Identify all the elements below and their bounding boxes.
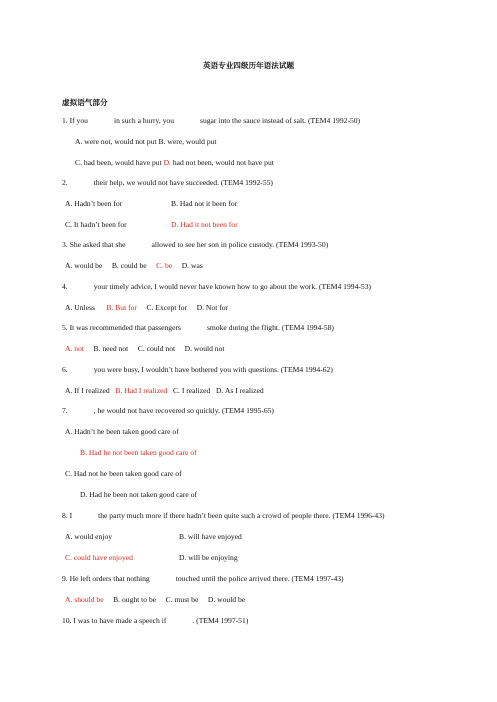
section-heading: 虚拟语气部分 <box>62 98 108 107</box>
option-c: C. I realized <box>172 386 211 395</box>
question-5 <box>62 323 334 333</box>
option-b: B. ought to be <box>113 595 157 604</box>
option-c: C. could not <box>137 344 176 353</box>
question-10-stem: 10. I was to have made a speech if <box>62 616 167 625</box>
question-2-option-d-correct: D. Had it not been for <box>171 220 238 229</box>
question-6-options <box>65 386 264 396</box>
option-d: D. As I realized <box>216 386 264 395</box>
question-7-option-a: A. Hadn’t he been taken good care of <box>65 427 179 436</box>
question-10 <box>62 616 248 626</box>
question-10-stem-end: . (TEM4 1997-51) <box>192 616 249 625</box>
question-5-options <box>65 344 225 354</box>
question-8-option-b: B. will have enjoyed <box>179 532 242 541</box>
question-2-option-b: B. Had not it been for <box>171 199 238 208</box>
question-2-option-c: C. It hadn’t been for <box>65 220 127 229</box>
question-1-stem-end: sugar into the sauce instead of salt. (TEM4 1992-50) <box>200 116 361 125</box>
question-3 <box>62 240 328 250</box>
option-c: C. must be <box>165 595 199 604</box>
question-6 <box>62 365 333 375</box>
option-a: A. would be <box>65 261 103 270</box>
question-7-option-d: D. Had he been not taken good care of <box>80 490 198 499</box>
question-7-option-b-correct: B. Had he not been taken good care of <box>80 448 197 457</box>
question-2-stem: their help, we would not have succeeded. (TEM4 1992-55) <box>93 178 273 187</box>
question-1-options-ab: A. were not, would not put B. were, would put <box>75 137 217 146</box>
question-5-stem: 5. It was recommended that passengers <box>62 323 181 332</box>
question-4-options <box>65 303 228 313</box>
option-d: D. would be <box>207 595 246 604</box>
option-b-correct: B. But for <box>106 303 137 312</box>
question-8-option-a: A. would enjoy <box>65 532 113 541</box>
question-9 <box>62 574 344 584</box>
question-3-stem: 3. She asked that she <box>62 240 126 249</box>
question-8-stem-end: the party much more if there hadn’t been quite such a crowd of people there. (TEM4 1996-43) <box>98 511 385 520</box>
option-c: C. had been, would have put <box>75 158 164 167</box>
question-3-options <box>65 261 203 271</box>
question-9-stem-end: touched until the police arrived there. (TEM4 1997-43) <box>175 574 344 583</box>
question-9-stem: 9. He left orders that nothing <box>62 574 150 583</box>
question-3-stem-end: allowed to see her son in police custody. (TEM4 1993-50) <box>151 240 329 249</box>
question-6-stem: you were busy, I wouldn’t have bothered you with questions. (TEM4 1994-62) <box>93 365 333 374</box>
option-b-correct: B. Had I realized <box>115 386 168 395</box>
question-4-number: 4. <box>62 282 68 291</box>
question-5-stem-end: smoke during the flight. (TEM4 1994-58) <box>206 323 334 332</box>
option-c-correct: C. be <box>156 261 173 270</box>
question-4 <box>62 282 371 292</box>
option-d-text: had not been, would not have put <box>170 158 274 167</box>
option-c: C. Except for <box>146 303 188 312</box>
question-2-option-a: A. Hadn’t been for <box>65 199 123 208</box>
option-a-correct: A. not <box>65 344 84 353</box>
question-8 <box>62 511 385 521</box>
question-7-number: 7. <box>62 406 68 415</box>
question-8-stem: 8. I <box>62 511 73 520</box>
question-2-number: 2. <box>62 178 68 187</box>
option-d: D. would not <box>184 344 225 353</box>
question-7-stem: , he would not have recovered so quickly. (TEM4 1995-65) <box>93 406 274 415</box>
option-d: D. was <box>181 261 203 270</box>
question-4-stem: your timely advice, I would never have known how to go about the work. (TEM4 1994-53) <box>93 282 372 291</box>
question-7-option-c: C. Had not he been taken good care of <box>65 469 182 478</box>
option-a: A. If I realized <box>65 386 110 395</box>
question-7 <box>62 406 274 416</box>
question-1-stem-cont: in such a hurry, you <box>113 116 174 125</box>
option-a: A. Unless <box>65 303 95 312</box>
question-6-number: 6. <box>62 365 68 374</box>
document-title: 英语专业四级历年语法试题 <box>202 61 295 70</box>
option-b: B. could be <box>111 261 147 270</box>
option-a-correct: A. should be <box>65 595 104 604</box>
question-1-stem: 1. If you <box>62 116 88 125</box>
question-2 <box>62 178 273 188</box>
question-8-option-c-correct: C. could have enjoyed <box>65 553 133 562</box>
correct-option-marker: D. <box>163 158 171 167</box>
option-b: B. need not <box>93 344 129 353</box>
question-1-options-cd <box>75 158 274 168</box>
option-d: D. Not for <box>196 303 229 312</box>
question-9-options <box>65 595 245 605</box>
question-8-option-d: D. will be enjoying <box>179 553 238 562</box>
question-1 <box>62 116 360 126</box>
